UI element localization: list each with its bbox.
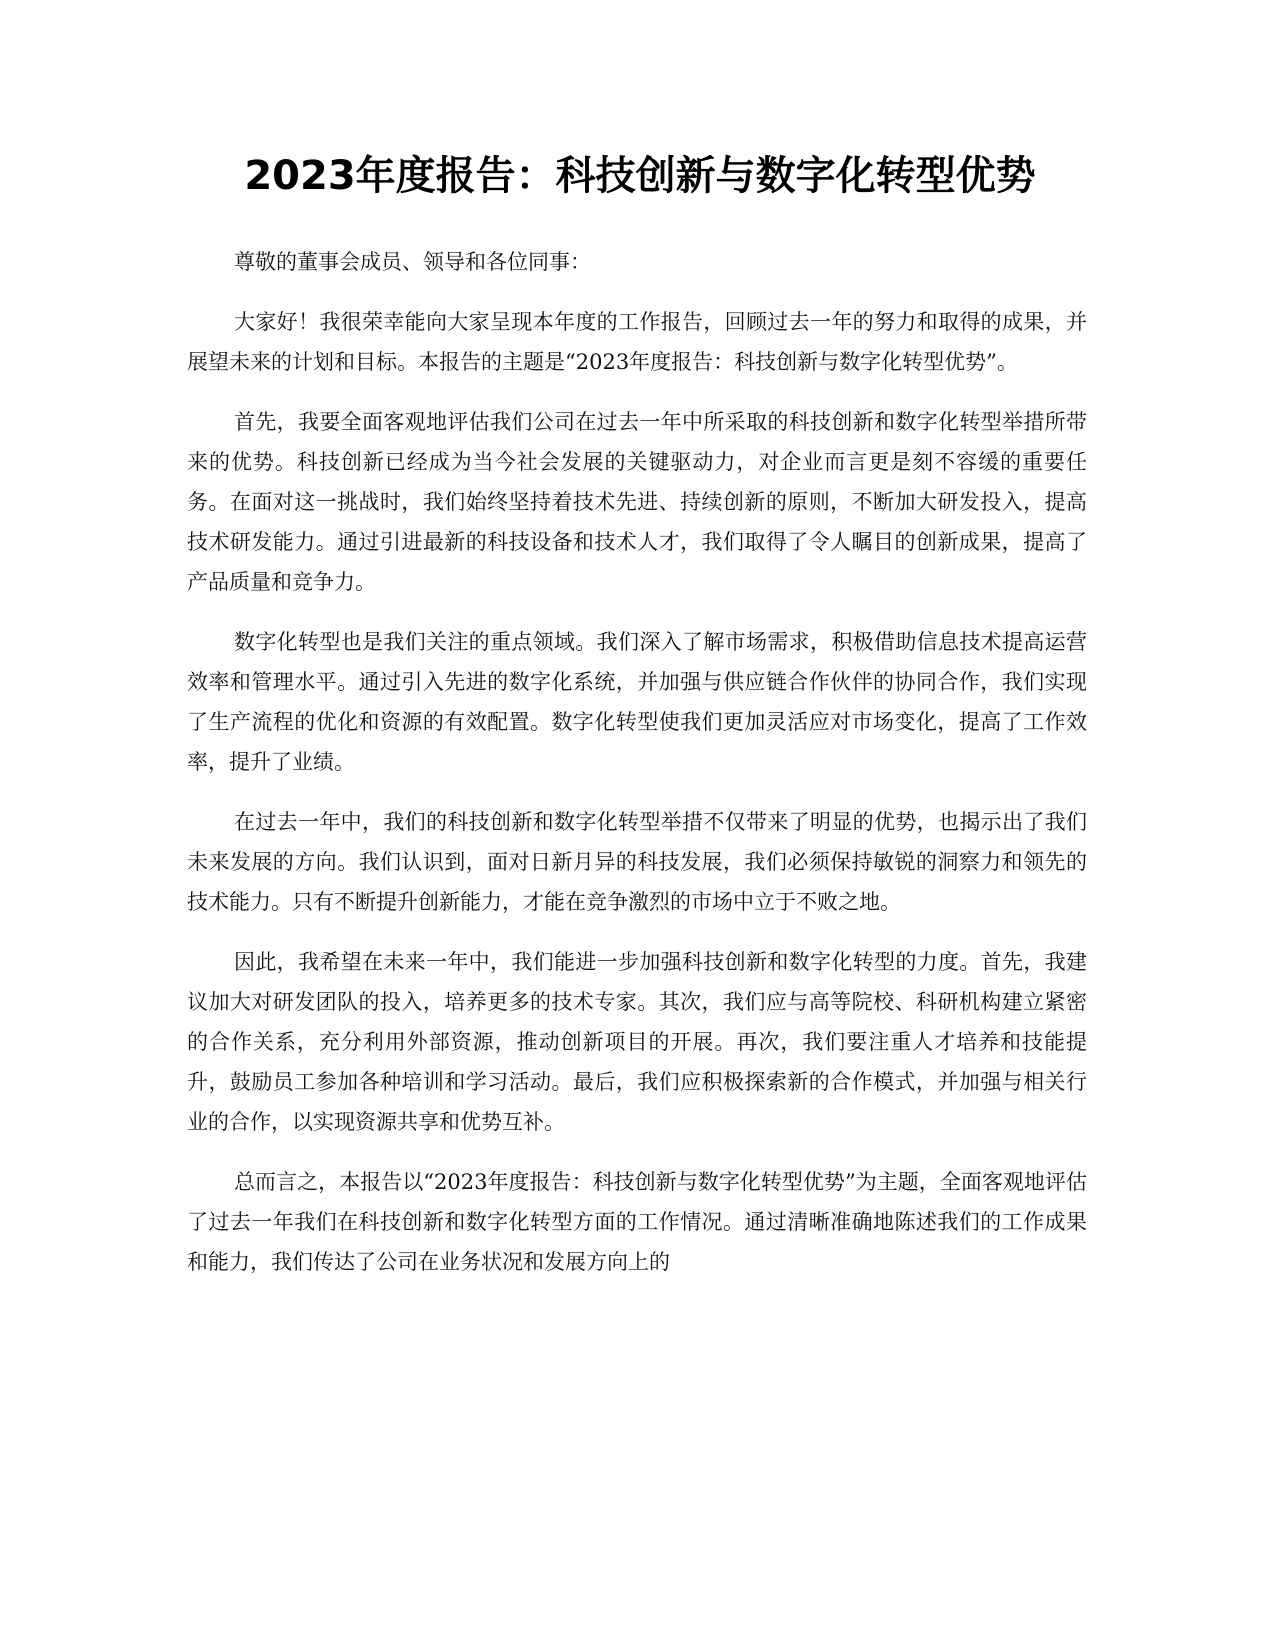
- body-paragraph: 首先，我要全面客观地评估我们公司在过去一年中所采取的科技创新和数字化转型举措所带来的优势。科技创新已经成为当今社会发展的关键驱动力，对企业而言更是刻不容缓的重要任务。在面对这一挑战时，我们始终坚持着技术先进、持续创新的原则，不断加大研发投入，提高技术研发能力。通过引进最新的科技设备和技术人才，我们取得了令人瞩目的创新成果，提高了产品质量和竞争力。: [187, 410, 1087, 594]
- salutation-paragraph: 尊敬的董事会成员、领导和各位同事：: [234, 250, 591, 274]
- document-title: 2023年度报告：科技创新与数字化转型优势: [244, 153, 1036, 199]
- body-paragraph: 因此，我希望在未来一年中，我们能进一步加强科技创新和数字化转型的力度。首先，我建议加大对研发团队的投入，培养更多的技术专家。其次，我们应与高等院校、科研机构建立紧密的合作关系，充分利用外部资源，推动创新项目的开展。再次，我们要注重人才培养和技能提升，鼓励员工参加各种培训和学习活动。最后，我们应积极探索新的合作模式，并加强与相关行业的合作，以实现资源共享和优势互补。: [187, 950, 1087, 1134]
- body-paragraph: 在过去一年中，我们的科技创新和数字化转型举措不仅带来了明显的优势，也揭示出了我们未来发展的方向。我们认识到，面对日新月异的科技发展，我们必须保持敏锐的洞察力和领先的技术能力。只有不断提升创新能力，才能在竞争激烈的市场中立于不败之地。: [187, 810, 1087, 914]
- body-paragraph: 总而言之，本报告以“2023年度报告：科技创新与数字化转型优势”为主题，全面客观地评估了过去一年我们在科技创新和数字化转型方面的工作情况。通过清晰准确地陈述我们的工作成果和能力，我们传达了公司在业务状况和发展方向上的: [187, 1170, 1087, 1274]
- document-body: [187, 242, 1087, 1302]
- body-paragraph: 数字化转型也是我们关注的重点领域。我们深入了解市场需求，积极借助信息技术提高运营效率和管理水平。通过引入先进的数字化系统，并加强与供应链合作伙伴的协同合作，我们实现了生产流程的优化和资源的有效配置。数字化转型使我们更加灵活应对市场变化，提高了工作效率，提升了业绩。: [187, 630, 1087, 774]
- body-paragraph: 大家好！我很荣幸能向大家呈现本年度的工作报告，回顾过去一年的努力和取得的成果，并展望未来的计划和目标。本报告的主题是“2023年度报告：科技创新与数字化转型优势”。: [187, 310, 1087, 374]
